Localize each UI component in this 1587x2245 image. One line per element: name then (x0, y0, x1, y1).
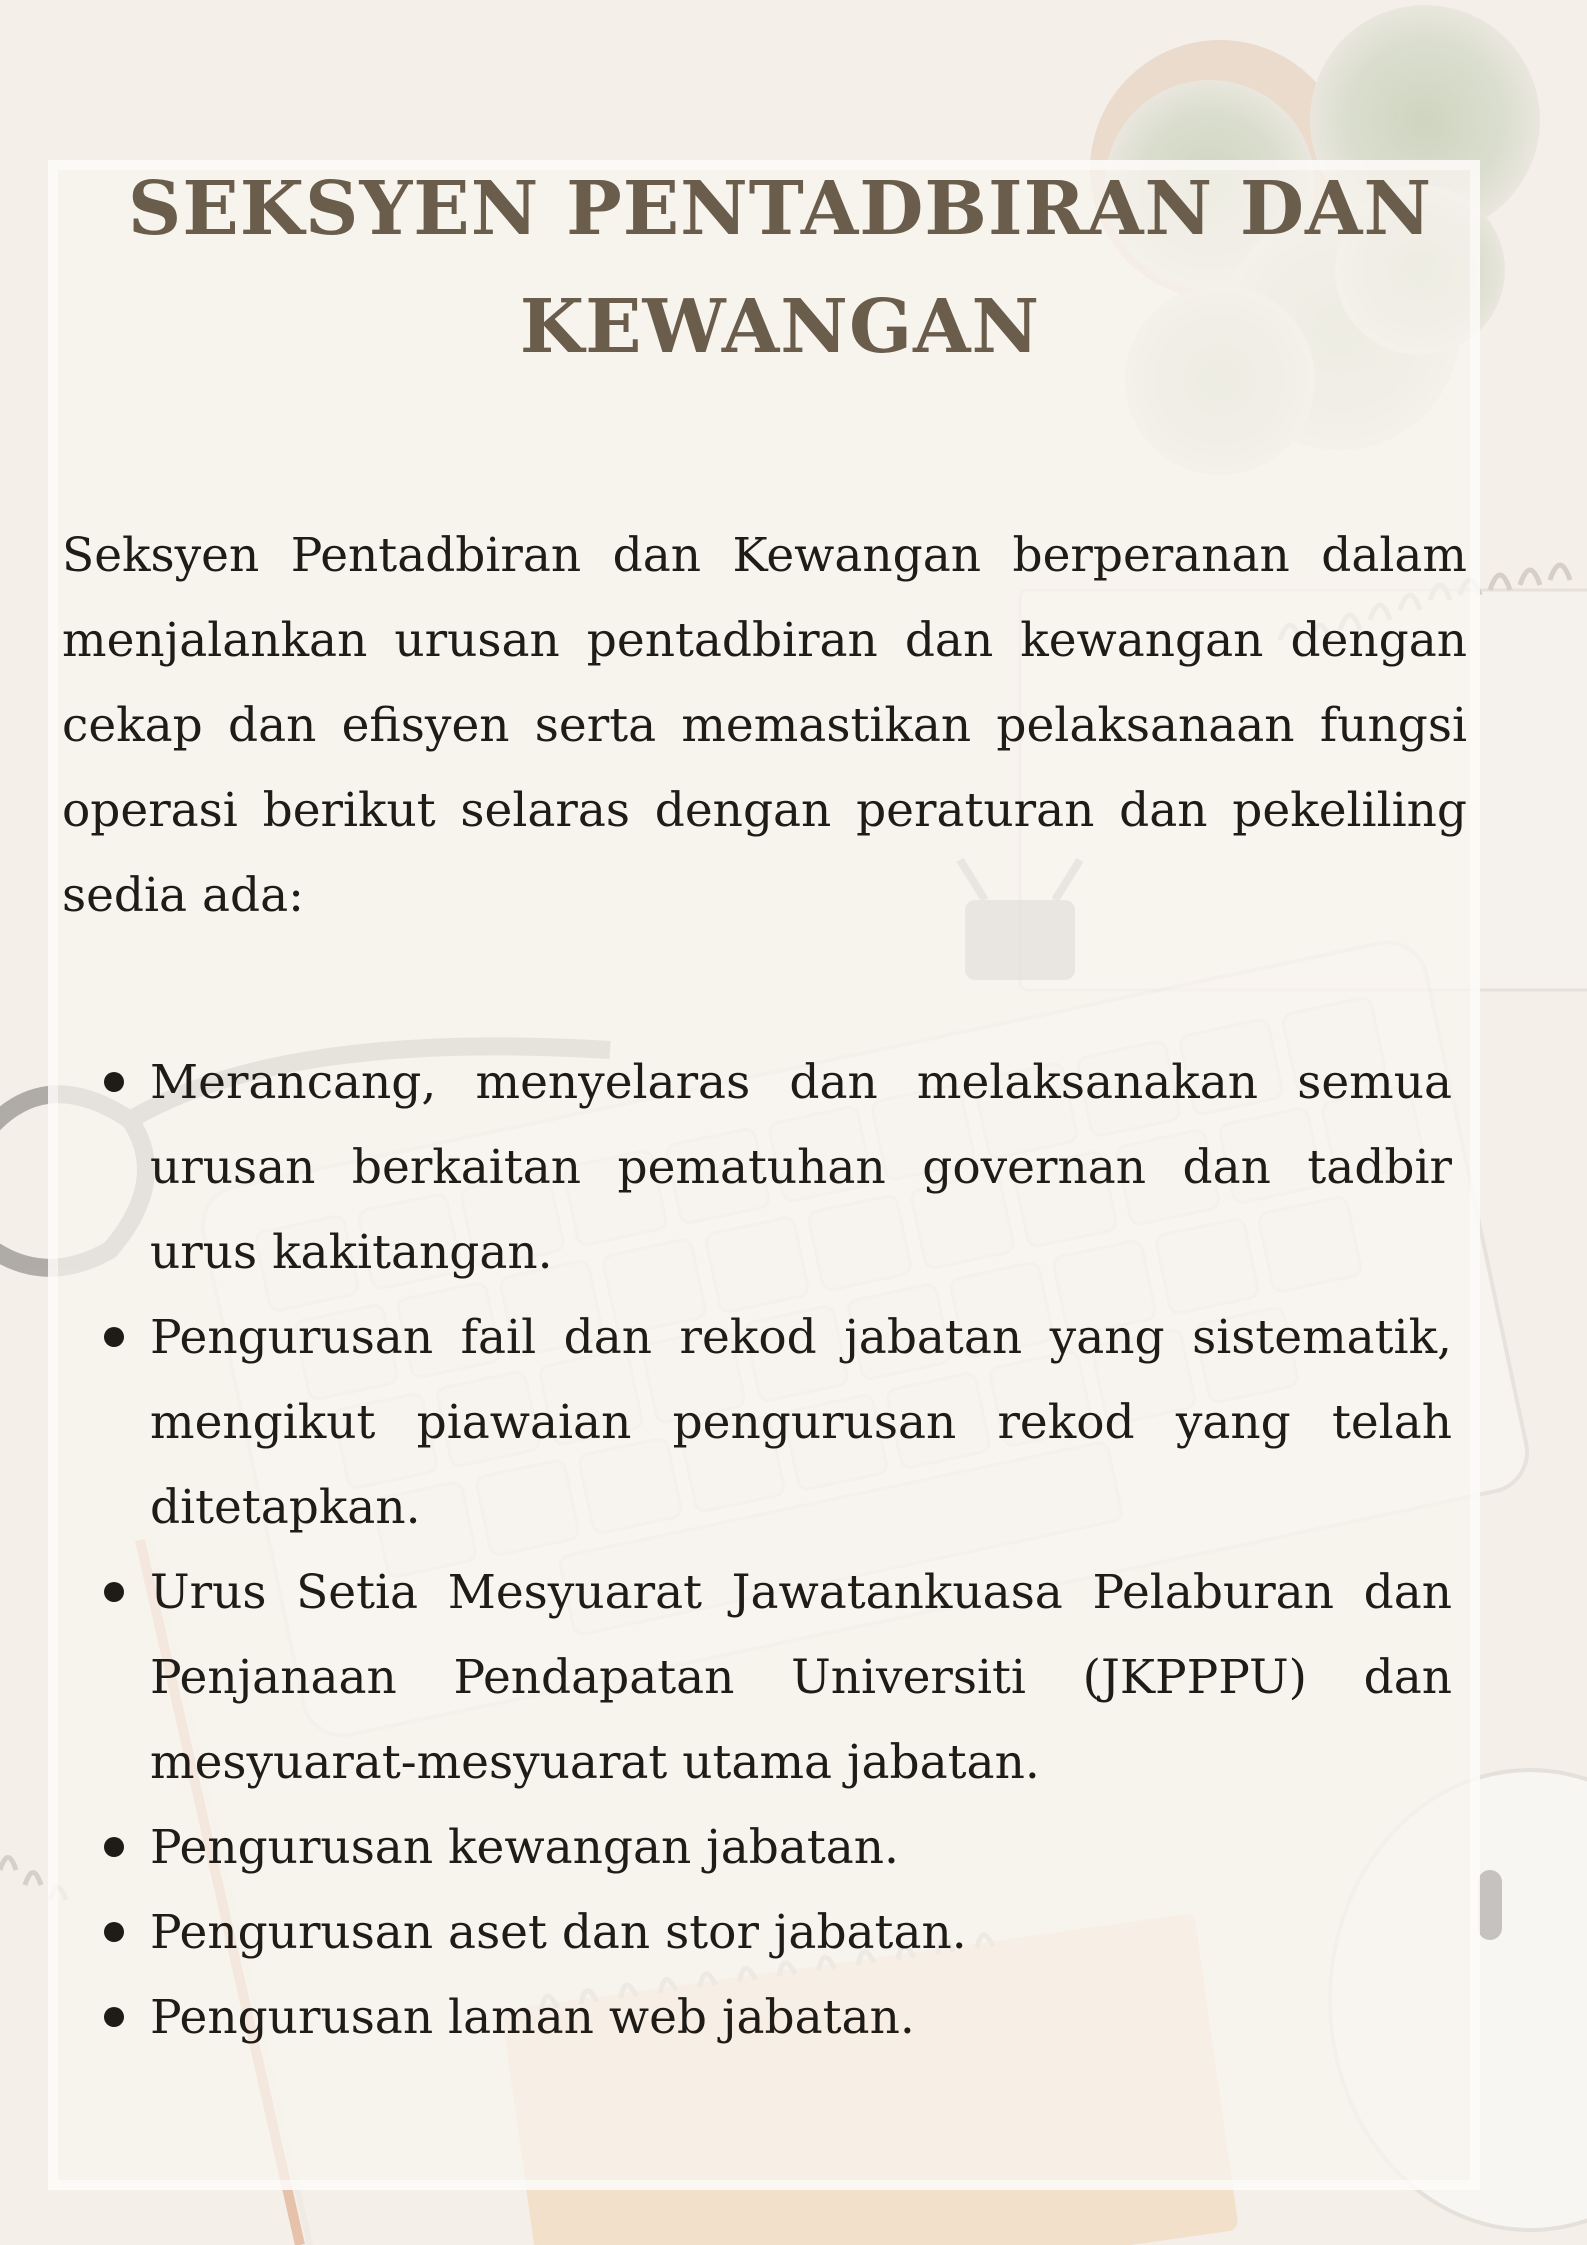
bullet-icon (104, 1582, 124, 1602)
bullet-icon (104, 1922, 124, 1942)
intro-paragraph: Seksyen Pentadbiran dan Kewangan berperanan dalam menjalankan urusan pentadbiran dan kewangan dengan cekap dan efisyen serta memastikan pelaksanaan fungsi operasi berikut selaras dengan peraturan dan pekeliling sedia ada: (62, 528, 1467, 923)
list-item (150, 1805, 1452, 1890)
list-item (150, 1295, 1452, 1550)
bullet-icon (104, 1837, 124, 1857)
list-item-text: Urus Setia Mesyuarat Jawatankuasa Pelaburan dan Penjanaan Pendapatan Universiti (JKPPPU) dan mesyuarat-mesyuarat utama jabatan. (150, 1565, 1452, 1790)
list-item-text: Merancang, menyelaras dan melaksanakan semua urusan berkaitan pematuhan governan dan tadbir urus kakitangan. (150, 1055, 1452, 1280)
list-item-text: Pengurusan laman web jabatan. (150, 1990, 915, 2045)
list-item (150, 1890, 1452, 1975)
list-item-text: Pengurusan fail dan rekod jabatan yang sistematik, mengikut piawaian pengurusan rekod yang telah ditetapkan. (150, 1310, 1452, 1535)
list-item (150, 1550, 1452, 1805)
bullet-icon (104, 1072, 124, 1092)
bullet-icon (104, 1327, 124, 1347)
page-title: SEKSYEN PENTADBIRAN DAN KEWANGAN (127, 166, 1433, 370)
bullet-icon (104, 2007, 124, 2027)
list-item (150, 1975, 1452, 2060)
list-item (150, 1040, 1452, 1295)
list-item-text: Pengurusan kewangan jabatan. (150, 1820, 899, 1875)
function-list (150, 1040, 1452, 2060)
list-item-text: Pengurusan aset dan stor jabatan. (150, 1905, 967, 1960)
